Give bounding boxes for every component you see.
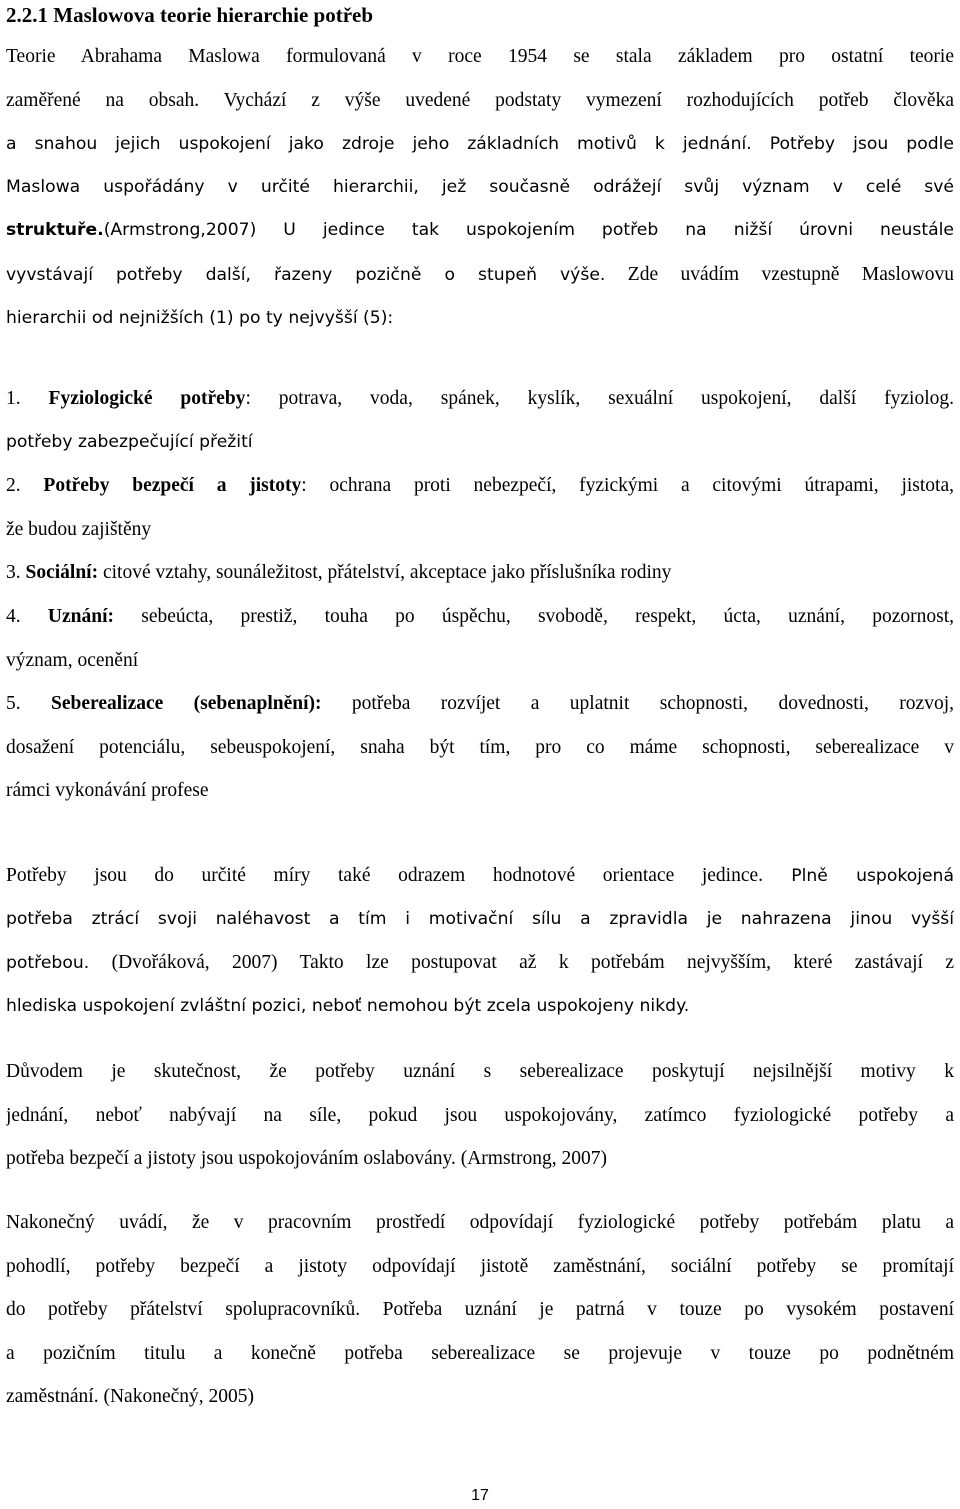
list-number: 2.	[6, 475, 44, 497]
text-run: vyvstávají potřeby další, řazeny pozičně o stupeň výše.	[6, 264, 606, 285]
text-line: do potřeby přátelství spolupracovníků. Potřeba uznání je patrná v touze po vysokém postavení	[6, 1299, 954, 1321]
text-line	[6, 253, 954, 297]
text-run: Zde uvádím vzestupně Maslowovu	[605, 263, 954, 285]
text-line: Nakonečný uvádí, že v pracovním prostředí odpovídají fyziologické potřeby potřebám platu a	[6, 1212, 954, 1233]
list-item	[6, 377, 954, 421]
text-run: Potřeby jsou podle	[751, 134, 954, 155]
need-title: Uznání:	[47, 605, 114, 627]
text-line: potřeby zabezpečující přežití	[6, 431, 253, 452]
text-line	[6, 122, 954, 166]
section-heading: 2.2.1 Maslowova teorie hierarchie potřeb	[6, 3, 374, 27]
text-line: hlediska uspokojení zvláštní pozici, neboť nemohou být zcela uspokojeny nikdy.	[6, 995, 690, 1016]
text-line: a pozičním titulu a konečně potřeba seberealizace se projevuje v touze po podnětném	[6, 1342, 954, 1364]
list-number: 4.	[6, 605, 48, 627]
need-title: Seberealizace (sebenaplnění):	[51, 693, 322, 715]
need-description: potřeba rozvíjet a uplatnit schopnosti, dovednosti, rozvoj,	[321, 693, 954, 715]
text-line: Teorie Abrahama Maslowa formulovaná v roce 1954 se stala základem pro ostatní teorie	[6, 46, 954, 67]
text-line: dosažení potenciálu, sebeuspokojení, snaha být tím, pro co máme schopnosti, seberealizace v	[6, 736, 954, 758]
list-item	[6, 595, 954, 639]
text-line: význam, ocenění	[6, 649, 139, 671]
list-item	[6, 464, 954, 508]
need-description: : potrava, voda, spánek, kyslík, sexuální uspokojení, další fyziolog.	[245, 388, 954, 409]
paragraph-values	[6, 854, 954, 1028]
text-line: zaměstnání. (Nakonečný, 2005)	[6, 1386, 254, 1408]
list-item	[6, 551, 954, 595]
text-line: jednání, neboť nabývají na síle, pokud jsou uspokojovány, zatímco fyziologické potřeby a	[6, 1104, 954, 1126]
list-number: 5.	[6, 693, 52, 715]
text-line: že budou zajištěny	[6, 518, 152, 540]
text-line: hierarchii od nejnižších (1) po ty nejvyšší (5):	[6, 307, 394, 328]
need-description: citové vztahy, sounáležitost, přátelství, akceptace jako příslušníka rodiny	[98, 562, 672, 584]
text-run: struktuře.	[6, 220, 104, 241]
text-run: Potřeby jsou do určité míry také odrazem hodnotové orientace jedince.	[6, 865, 764, 886]
need-title: Potřeby bezpečí a jistoty	[43, 475, 302, 497]
list-number: 1.	[6, 388, 49, 409]
text-line: Důvodem je skutečnost, že potřeby uznání s seberealizace poskytují nejsilnější motivy k	[6, 1061, 954, 1082]
text-line: potřeba ztrácí svoji naléhavost a tím i motivační sílu a zpravidla je nahrazena jinou vyšší	[6, 908, 954, 929]
list-number: 3.	[6, 562, 26, 584]
text-line	[6, 941, 954, 985]
text-run: (Armstrong,2007) U jedince tak uspokojením potřeb na nižší úrovni neustále	[103, 220, 954, 241]
page-number: 17	[471, 1487, 489, 1504]
intro-paragraph	[6, 35, 954, 340]
paragraph-nakonecny	[6, 1201, 954, 1419]
text-run: potřebou.	[6, 953, 90, 974]
text-run: a snahou jejich uspokojení jako zdroje jeho základních motivů k jednání.	[6, 134, 752, 155]
need-description: sebeúcta, prestiž, touha po úspěchu, svobodě, respekt, úcta, uznání, pozornost,	[113, 605, 954, 627]
text-run: Plně uspokojená	[763, 866, 954, 886]
text-line: rámci vykonávání profese	[6, 780, 209, 802]
paragraph-reasons	[6, 1050, 954, 1181]
text-line: Maslowa uspořádány v určité hierarchii, jež současně odrážejí svůj význam v celé své	[6, 176, 954, 197]
text-line: potřeba bezpečí a jistoty jsou uspokojováním oslabovány. (Armstrong, 2007)	[6, 1148, 607, 1170]
need-title: Sociální:	[25, 562, 99, 584]
need-title: Fyziologické potřeby	[48, 388, 246, 409]
text-run: (Dvořáková, 2007) Takto lze postupovat až k potřebám nejvyšším, které zastávají z	[89, 952, 954, 974]
text-line: pohodlí, potřeby bezpečí a jistoty odpovídají jistotě zaměstnání, sociální potřeby se promítají	[6, 1255, 954, 1277]
text-line: zaměřené na obsah. Vychází z výše uvedené podstaty vymezení rozhodujících potřeb člověka	[6, 89, 954, 111]
text-line	[6, 854, 954, 898]
text-line	[6, 209, 954, 253]
needs-list	[6, 377, 954, 813]
need-description: : ochrana proti nebezpečí, fyzickými a citovými útrapami, jistota,	[301, 475, 954, 497]
list-item	[6, 682, 954, 726]
